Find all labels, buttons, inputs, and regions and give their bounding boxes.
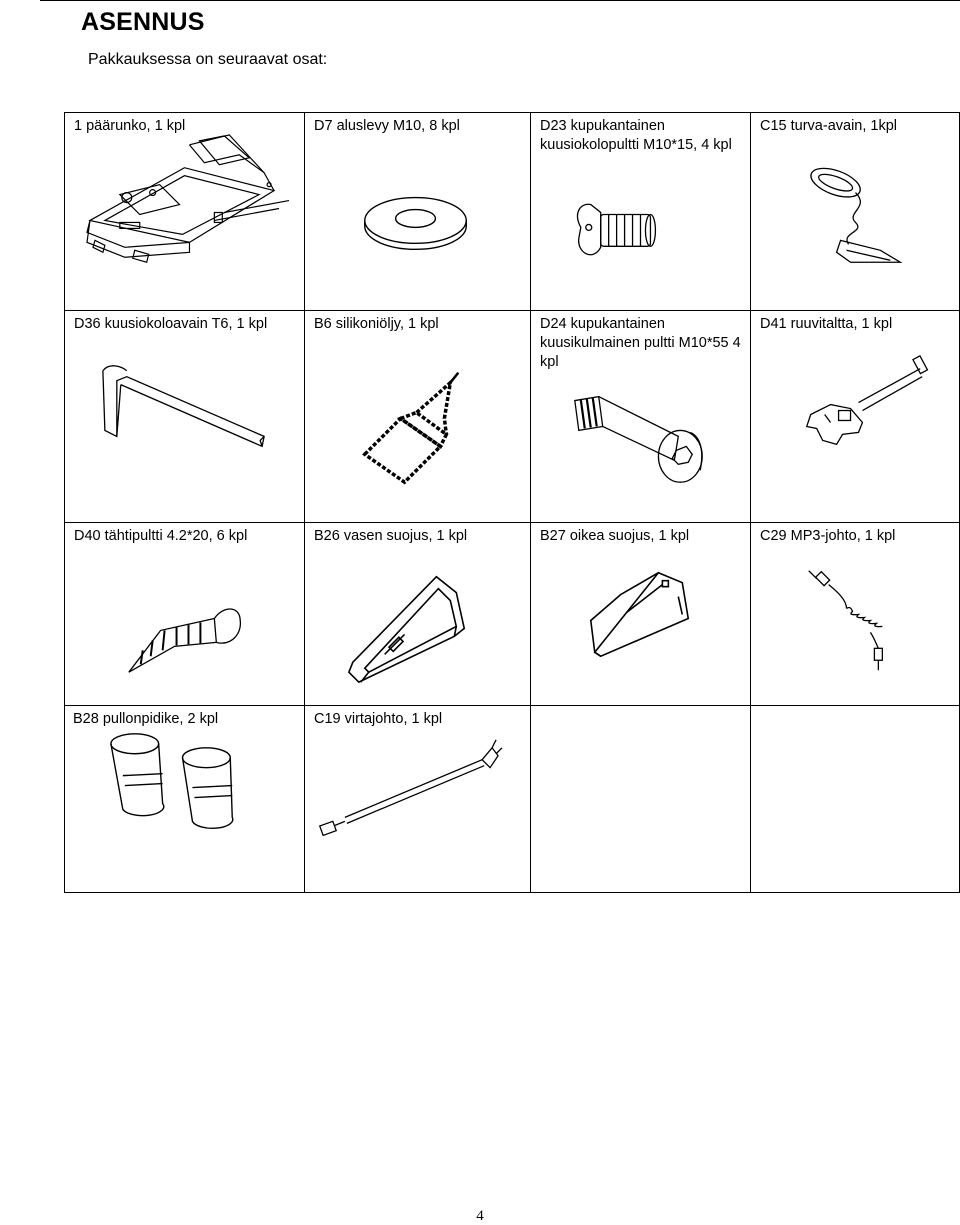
part-cell-long-bolt bbox=[531, 311, 751, 523]
part-cell-allen-key bbox=[65, 311, 305, 523]
allen-key-icon bbox=[65, 311, 304, 522]
part-cell-short-bolt bbox=[531, 113, 751, 311]
part-cell-bottle-holder bbox=[65, 706, 305, 893]
part-label: B28 pullonpidike, 2 kpl bbox=[73, 711, 219, 727]
part-cell-mp3-cable bbox=[751, 523, 960, 706]
part-cell-main-frame bbox=[65, 113, 305, 311]
top-rule bbox=[40, 0, 960, 1]
part-label: B6 silikoniöljy, 1 kpl bbox=[314, 316, 439, 332]
page-title: ASENNUS bbox=[81, 8, 205, 36]
right-cover-icon bbox=[531, 523, 750, 705]
bottle-holder-icon bbox=[65, 706, 304, 892]
part-label: D24 kupukantainen kuusikulmainen pultti M10*55 4 kpl bbox=[540, 316, 741, 370]
part-cell-right-cover bbox=[531, 523, 751, 706]
part-cell-left-cover bbox=[305, 523, 531, 706]
part-label: D7 aluslevy M10, 8 kpl bbox=[314, 118, 460, 134]
part-label: C19 virtajohto, 1 kpl bbox=[314, 711, 443, 727]
part-cell-oil-bottle bbox=[305, 311, 531, 523]
washer-icon bbox=[305, 113, 530, 310]
part-label: C15 turva-avain, 1kpl bbox=[760, 118, 898, 134]
part-label: C29 MP3-johto, 1 kpl bbox=[760, 528, 896, 544]
page-subtitle: Pakkauksessa on seuraavat osat: bbox=[88, 51, 328, 68]
part-cell-washer bbox=[305, 113, 531, 311]
part-cell-screwdriver bbox=[751, 311, 960, 523]
part-cell-empty bbox=[751, 706, 960, 893]
part-label: D36 kuusiokoloavain T6, 1 kpl bbox=[74, 316, 268, 332]
mp3-cable-icon bbox=[751, 523, 959, 705]
part-cell-screw bbox=[65, 523, 305, 706]
safety-key-icon bbox=[751, 113, 959, 310]
part-cell-safety-key bbox=[751, 113, 960, 311]
oil-bottle-icon bbox=[305, 311, 530, 522]
parts-table bbox=[64, 112, 960, 893]
screw-icon bbox=[65, 523, 304, 705]
part-label: 1 päärunko, 1 kpl bbox=[74, 118, 186, 134]
part-label: D23 kupukantainen kuusiokolopultti M10*15, 4 kpl bbox=[540, 118, 732, 153]
part-label: B27 oikea suojus, 1 kpl bbox=[540, 528, 690, 544]
left-cover-icon bbox=[305, 523, 530, 705]
part-label: D41 ruuvitaltta, 1 kpl bbox=[760, 316, 893, 332]
short-bolt-icon bbox=[531, 113, 750, 310]
part-label: D40 tähtipultti 4.2*20, 6 kpl bbox=[74, 528, 248, 544]
part-label: B26 vasen suojus, 1 kpl bbox=[314, 528, 468, 544]
page-number: 4 bbox=[476, 1208, 484, 1224]
part-cell-power-cord bbox=[305, 706, 531, 893]
power-cord-icon bbox=[305, 706, 530, 892]
screwdriver-wrench-icon bbox=[751, 311, 959, 522]
treadmill-main-frame-icon bbox=[65, 113, 304, 310]
long-bolt-icon bbox=[531, 311, 750, 522]
part-cell-empty bbox=[531, 706, 751, 893]
